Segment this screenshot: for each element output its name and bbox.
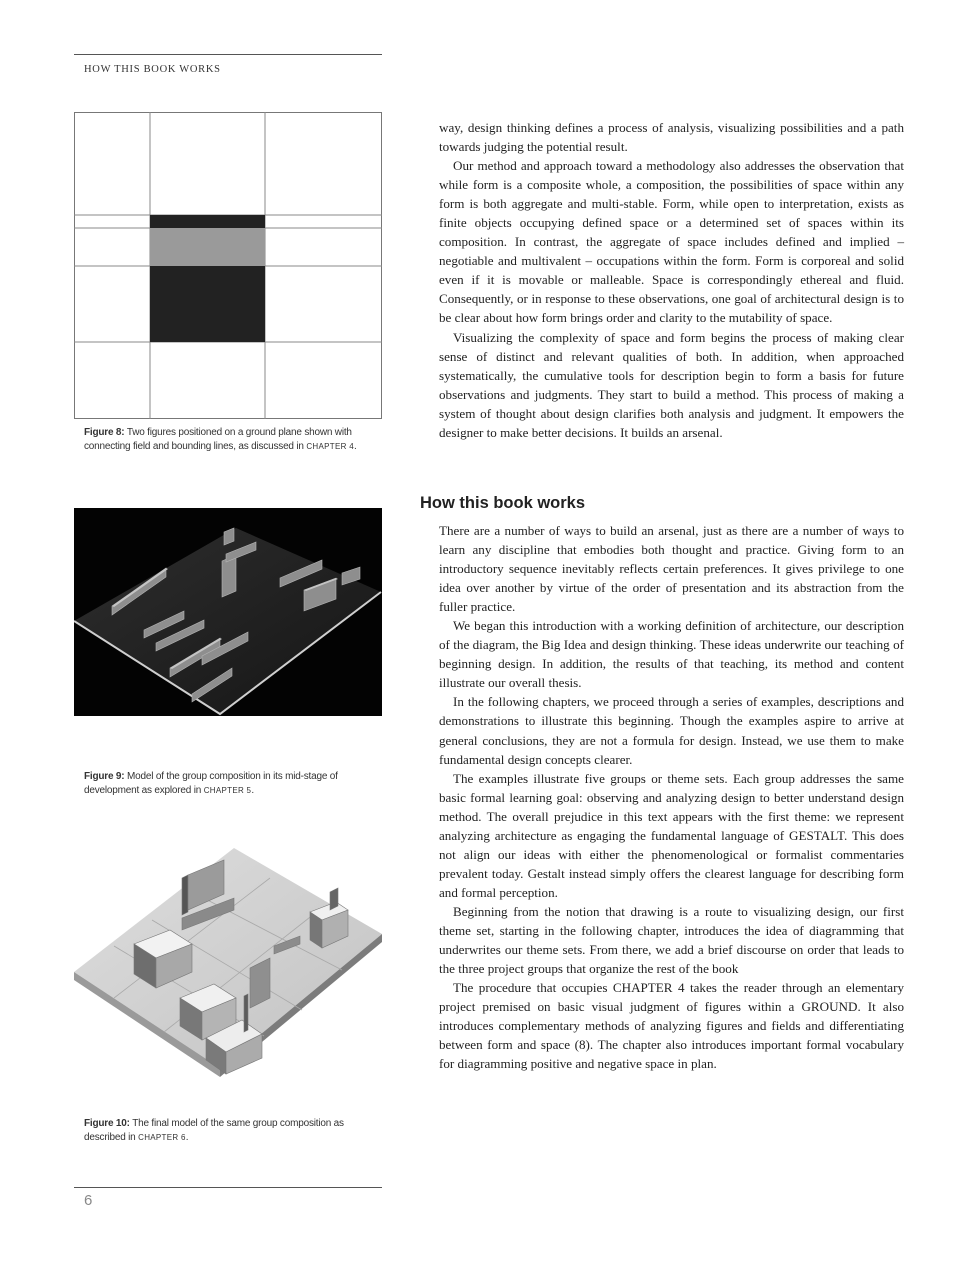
top-rule [74,54,382,55]
caption-chapter-ref: CHAPTER 6 [138,1133,186,1142]
body-paragraph: Beginning from the notion that drawing is a route to visualizing design, our first theme set, starting in the following chapter, introduces the idea of diagramming that underwrites our theme sets. From there, we add a brief discourse on order that leads to the three project groups that organize the rest of the book [439,903,904,977]
body-paragraph: We began this introduction with a working definition of architecture, our description of the diagram, the Big Idea and design thinking. These ideas underwrite our teaching of beginning design. In addition, the results of that teaching, its method and content illustrate our overall thesis. [439,618,904,691]
body-paragraph: way, design thinking defines a process of analysis, visualizing possibilities and a path towards judging the potential result. [439,120,904,155]
caption-text: Two figures positioned on a ground plane shown with connecting field and bounding lines, as discussed in [84,427,352,452]
intro-text-block [439,118,904,442]
caption-text: The final model of the same group composition as described in [84,1118,344,1143]
body-paragraph: In the following chapters, we proceed through a series of examples, descriptions and demonstrations to illustrate this beginning. Though the examples aspire to arrive at general conclusions, they are not a formula for design. Instead, we use them to make fundamental design concepts clearer. [439,694,904,767]
bottom-rule [74,1187,382,1188]
thin-figure [150,215,265,228]
section-heading: How this book works [420,494,586,512]
page-number: 6 [84,1192,93,1209]
figure-8-diagram [74,112,382,419]
caption-tail: . [251,785,254,796]
figure-9-caption [84,770,384,798]
figure-10-caption [84,1117,384,1145]
body-paragraph: The procedure that occupies CHAPTER 4 takes the reader through an elementary project premised on basic visual judgment of figures within a GROUND. It also introduces complementary methods of analyzing figures and fields and differentiating between form and space (8). The chapter also introduces important formal vocabulary for diagramming positive and negative space in plan. [439,980,904,1072]
caption-tail: . [353,441,357,452]
grey-field [150,228,265,266]
caption-label: Figure 10: [84,1118,130,1129]
caption-tail: . [185,1132,189,1143]
section-text-block [439,521,904,1073]
caption-chapter-ref: CHAPTER 4 [306,442,354,451]
caption-text: Model of the group composition in its mid-stage of development as explored in [84,771,338,796]
running-head: HOW THIS BOOK WORKS [84,64,221,75]
caption-label: Figure 9: [84,771,125,782]
caption-chapter-ref: CHAPTER 5 [203,786,252,795]
caption-label: Figure 8: [84,427,125,438]
body-paragraph: Visualizing the complexity of space and form begins the process of making clear sense of distinct and relevant qualities of both. In addition, when approached systematically, the cumulative tools for description begin to form a basis for future observations and judgments. They start to build a method. This process of making a system of thought about design clarifies both analysis and judgment. It empowers the designer to make better decisions. It builds an arsenal. [439,329,904,440]
figure-9-model-photo [74,508,382,716]
body-paragraph: The examples illustrate five groups or theme sets. Each group addresses the same basic formal learning goal: observing and analyzing design to better understand design method. The overall prejudice in this text appears with the first theme: we represent analyzing architecture as engaging the fundamental language of GESTALT. This does not align our ideas with either the phenomenological or formalist commentaries prevalent today. Gestalt instead simply offers the clearest language for describing form and formal perception. [439,770,904,900]
body-paragraph: Our method and approach toward a methodology also addresses the observation that while form is a composite whole, a composition, the possibilities of space within any form is both aggregate and multi-stable. Form, while open to interpretation, exists as finite objects occupying defined space or a determined set of spaces within its composition. In contrast, the aggregate of space includes defined and implied – negotiable and multivalent – occupations within the form. Form is corporeal and solid even if it is movable or malleable. Space is correspondingly ethereal and fluid. Consequently, or in response to these observations, one goal of architectural design is to be clear about how form brings order and clarity to the mutability of space. [439,158,904,326]
figure-8-caption [84,426,384,454]
body-paragraph: There are a number of ways to build an arsenal, just as there are a number of ways to learn any discipline that embodies both thought and practice. Giving form to an introductory sequence inevitably reflects certain preferences. It gives privilege to one idea over another by virtue of the order of presentation and its abstraction from the fuller practice. [439,523,904,615]
figure-10-model-photo [74,848,382,1088]
solid-figure [150,266,265,342]
